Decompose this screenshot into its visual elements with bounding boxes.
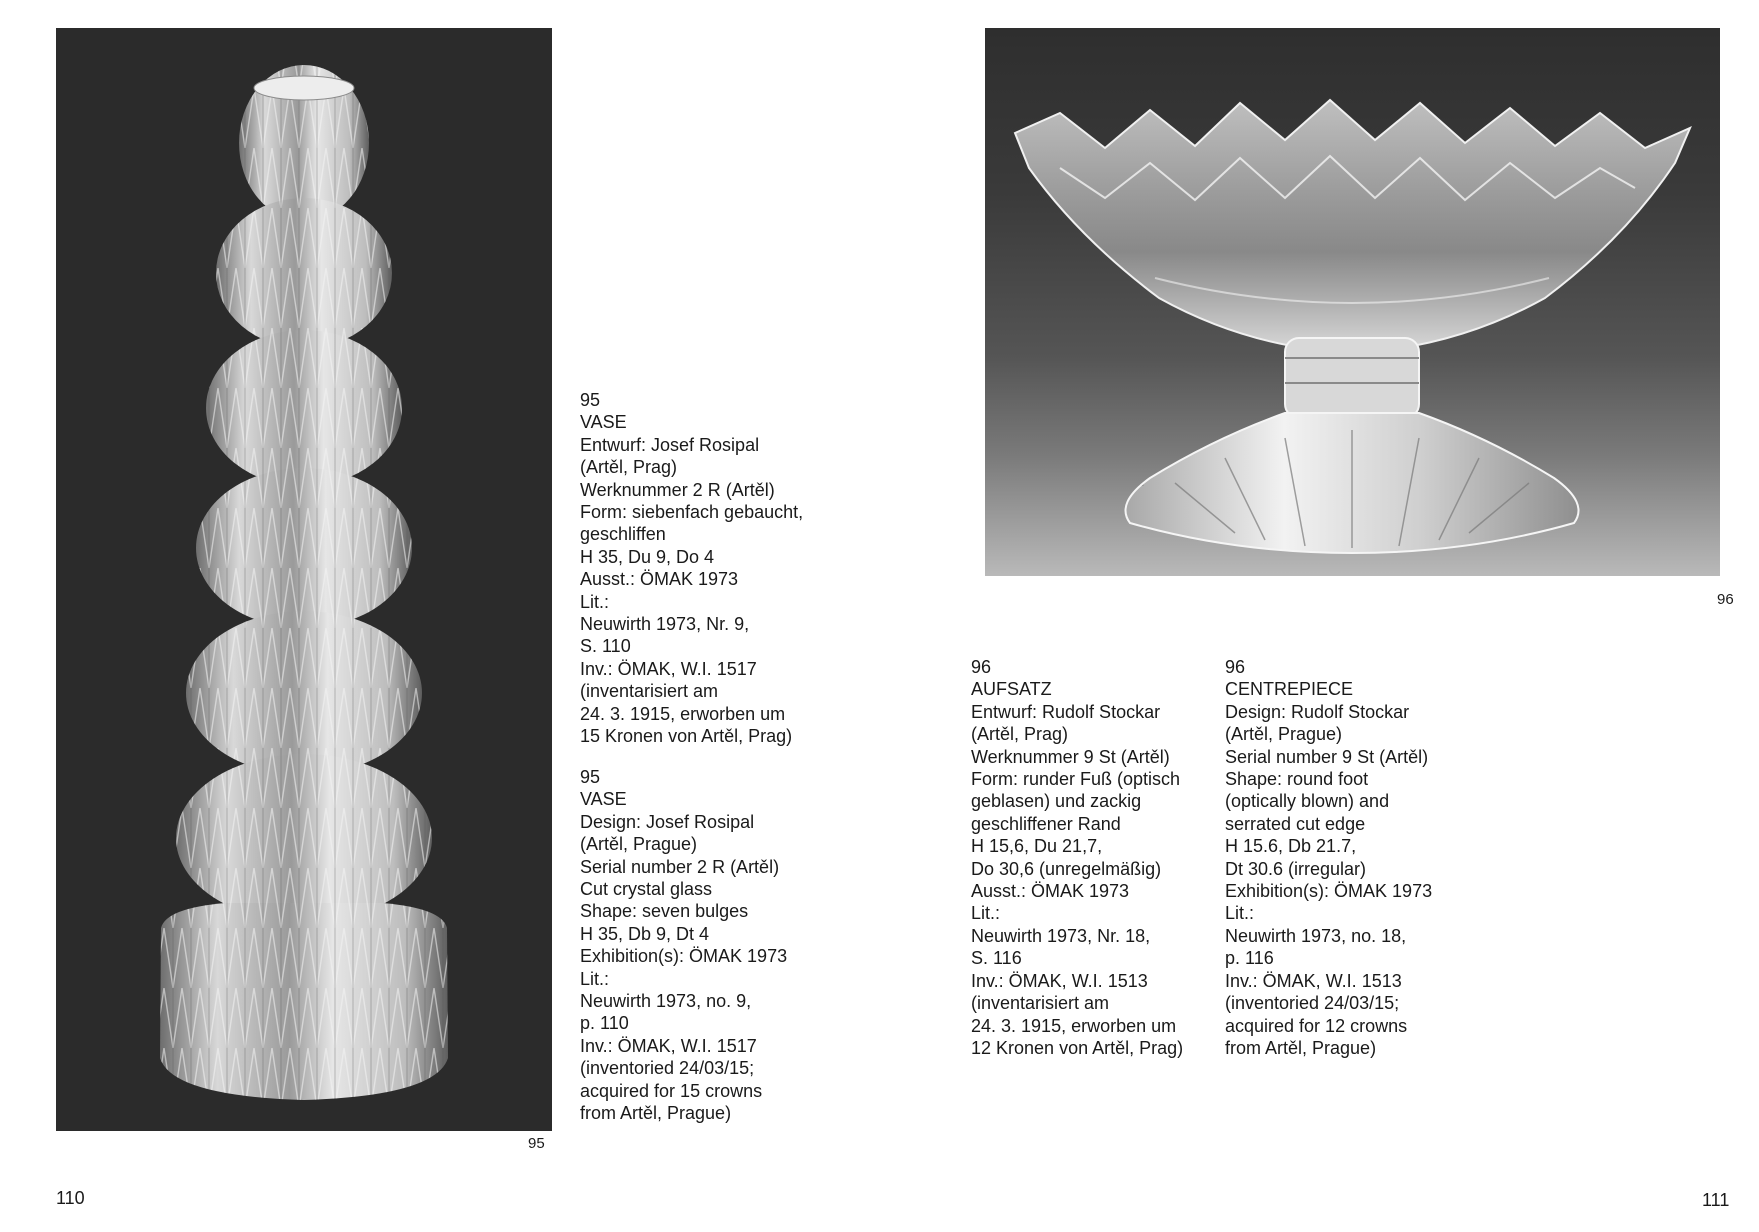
entry-line: Ausst.: ÖMAK 1973 <box>580 569 739 590</box>
entry-line: Serial number 9 St (Artěl) <box>1225 746 1429 767</box>
vase-bulge <box>186 611 422 775</box>
centrepiece-stem <box>1285 338 1419 418</box>
entry-line: Exhibition(s): ÖMAK 1973 <box>1225 881 1433 902</box>
entry-line: serrated cut edge <box>1225 813 1366 834</box>
entry-line: Cut crystal glass <box>580 879 713 900</box>
catalog-entry-centrepiece-en <box>1225 656 1432 1059</box>
catalog-entry-aufsatz-de <box>971 656 1183 1059</box>
entry-line: 96 <box>1225 657 1246 677</box>
centrepiece-bowl <box>1015 100 1690 353</box>
entry-line: (Artěl, Prag) <box>971 724 1069 745</box>
entry-line: Serial number 2 R (Artěl) <box>580 856 780 877</box>
vase-illustration <box>56 28 552 1131</box>
entry-line: from Artěl, Prague) <box>580 1103 732 1124</box>
entry-line: Do 30,6 (unregelmäßig) <box>971 858 1162 879</box>
entry-line: acquired for 12 crowns <box>1225 1015 1408 1036</box>
page-number: 110 <box>56 1188 85 1208</box>
entry-line: (inventoried 24/03/15; <box>1225 993 1400 1014</box>
vase-base <box>160 903 448 1100</box>
entry-line: geblasen) und zackig <box>971 791 1142 812</box>
entry-line: (Artěl, Prague) <box>1225 724 1343 745</box>
entry-line: geschliffen <box>580 524 666 545</box>
vase-bulge <box>206 330 402 486</box>
entry-line: Lit.: <box>580 591 610 612</box>
entry-line: (inventoried 24/03/15; <box>580 1058 755 1079</box>
entry-line: Neuwirth 1973, Nr. 18, <box>971 925 1151 946</box>
entry-line: CENTREPIECE <box>1225 679 1354 700</box>
entry-line: Form: runder Fuß (optisch <box>971 769 1181 790</box>
entry-line: Shape: seven bulges <box>580 901 749 922</box>
vase-photo <box>56 28 552 1131</box>
entry-line: Inv.: ÖMAK, W.I. 1517 <box>580 658 757 679</box>
entry-line: from Artěl, Prague) <box>1225 1037 1377 1058</box>
entry-line: 95 <box>580 390 601 410</box>
vase-bulge <box>196 468 412 628</box>
entry-line: geschliffener Rand <box>971 813 1121 834</box>
entry-line: (inventarisiert am <box>580 681 719 702</box>
entry-line: Lit.: <box>1225 903 1255 924</box>
catalog-entry-vase-en <box>580 766 787 1125</box>
entry-line: Entwurf: Josef Rosipal <box>580 434 760 455</box>
entry-line: (Artěl, Prag) <box>580 457 678 478</box>
entry-line: H 15,6, Du 21,7, <box>971 836 1103 857</box>
centrepiece-foot <box>1126 413 1579 553</box>
vase-bulge <box>239 65 369 221</box>
entry-line: AUFSATZ <box>971 679 1052 700</box>
entry-line: 15 Kronen von Artěl, Prag) <box>580 726 793 747</box>
entry-line: Design: Rudolf Stockar <box>1225 701 1410 722</box>
entry-line: p. 110 <box>580 1013 629 1034</box>
entry-line: 24. 3. 1915, erworben um <box>580 703 786 724</box>
entry-line: Neuwirth 1973, no. 9, <box>580 991 752 1012</box>
entry-line: H 15.6, Db 21.7, <box>1225 836 1357 857</box>
entry-line: Lit.: <box>971 903 1001 924</box>
entry-line: Entwurf: Rudolf Stockar <box>971 701 1161 722</box>
entry-line: Dt 30.6 (irregular) <box>1225 858 1367 879</box>
entry-line: S. 110 <box>580 636 631 657</box>
entry-line: Design: Josef Rosipal <box>580 811 755 832</box>
entry-line: 24. 3. 1915, erworben um <box>971 1015 1177 1036</box>
entry-line: Inv.: ÖMAK, W.I. 1517 <box>580 1035 757 1056</box>
entry-line: p. 116 <box>1225 948 1274 969</box>
entry-line: Neuwirth 1973, no. 18, <box>1225 925 1407 946</box>
entry-line: (inventarisiert am <box>971 993 1110 1014</box>
entry-line: Ausst.: ÖMAK 1973 <box>971 881 1130 902</box>
centrepiece-illustration <box>985 28 1720 576</box>
entry-line: (Artěl, Prague) <box>580 834 698 855</box>
entry-line: S. 116 <box>971 948 1022 969</box>
entry-line: Werknummer 9 St (Artěl) <box>971 746 1170 767</box>
entry-line: H 35, Du 9, Do 4 <box>580 546 715 567</box>
entry-line: 96 <box>971 657 992 677</box>
entry-line: acquired for 15 crowns <box>580 1080 763 1101</box>
vase-bulge <box>176 754 432 922</box>
entry-line: Exhibition(s): ÖMAK 1973 <box>580 946 788 967</box>
entry-line: H 35, Db 9, Dt 4 <box>580 923 710 944</box>
vase-bulge <box>216 198 392 348</box>
entry-line: (optically blown) and <box>1225 791 1390 812</box>
page-number: 111 <box>1702 1190 1730 1210</box>
entry-line: Neuwirth 1973, Nr. 9, <box>580 614 750 635</box>
entry-line: VASE <box>580 789 627 810</box>
figure-number: 96 <box>1717 591 1734 608</box>
figure-number: 95 <box>528 1135 545 1152</box>
entry-line: VASE <box>580 412 627 433</box>
entry-line: Shape: round foot <box>1225 769 1369 790</box>
catalog-entry-vase-de <box>580 389 803 748</box>
entry-line: Inv.: ÖMAK, W.I. 1513 <box>1225 970 1402 991</box>
entry-line: Form: siebenfach gebaucht, <box>580 502 804 523</box>
centrepiece-photo <box>985 28 1720 576</box>
entry-line: 95 <box>580 767 601 787</box>
entry-line: Werknummer 2 R (Artěl) <box>580 479 775 500</box>
entry-line: Lit.: <box>580 968 610 989</box>
entry-line: 12 Kronen von Artěl, Prag) <box>971 1037 1184 1058</box>
entry-line: Inv.: ÖMAK, W.I. 1513 <box>971 970 1148 991</box>
